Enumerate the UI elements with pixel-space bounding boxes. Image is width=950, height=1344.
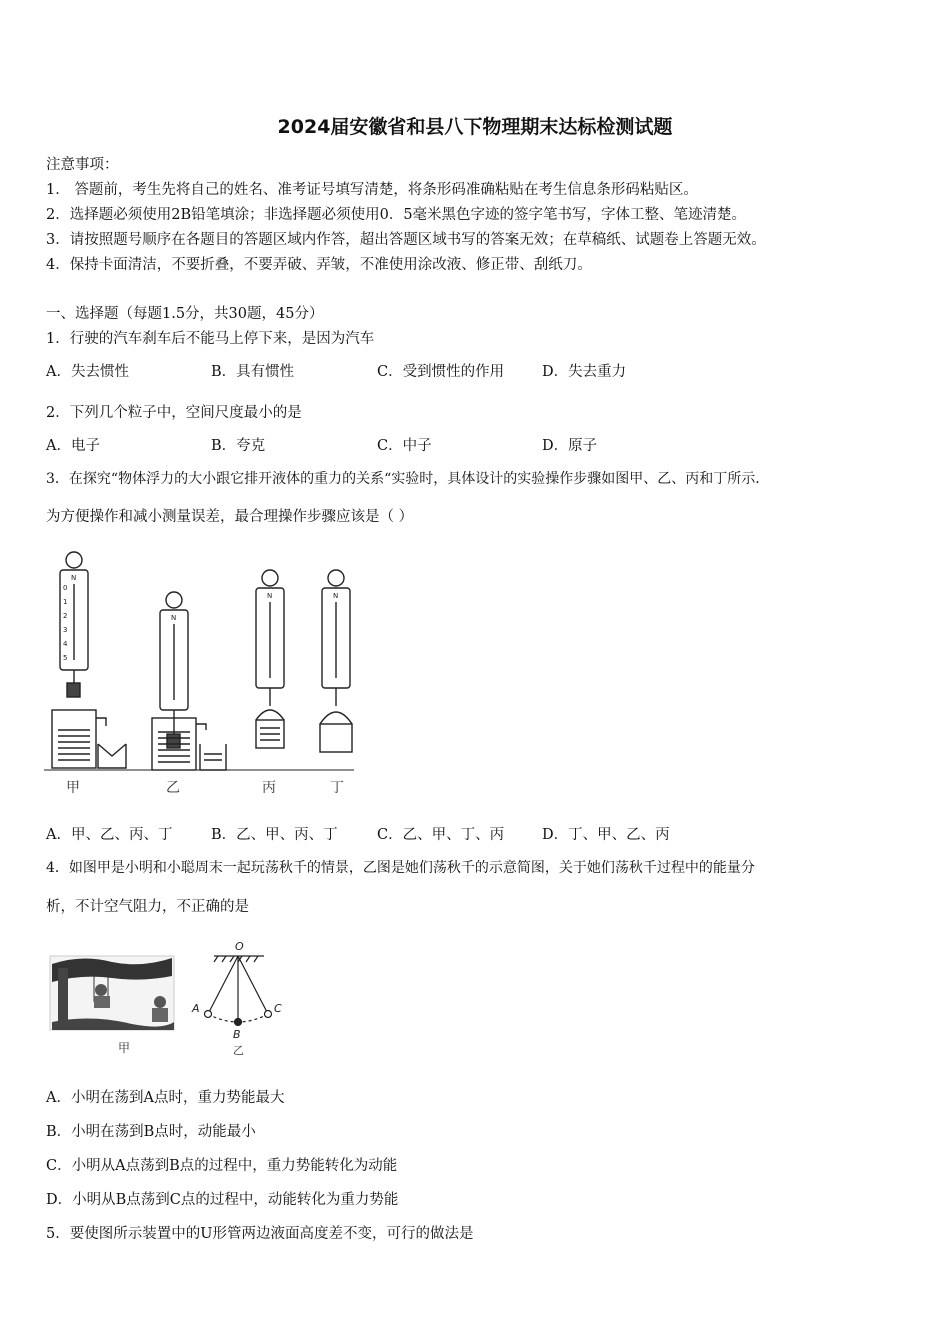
q3-stem-line1: 3．在探究“物体浮力的大小跟它排开液体的重力的关系“实验时，具体设计的实验操作步骤如图甲、乙、丙和丁所示．: [46, 471, 770, 487]
section-heading: 一、选择题（每题1.5分，共30题，45分）: [46, 306, 324, 322]
q5-stem: 5．要使图所示装置中的U形管两边液面高度差不变，可行的做法是: [46, 1226, 474, 1242]
scale-unit-yi: N: [171, 614, 177, 622]
q3-option-c: C．乙、甲、丁、丙: [377, 827, 505, 843]
q1-option-c: C．受到惯性的作用: [377, 364, 505, 380]
fig-label-ding: 丁: [330, 780, 344, 796]
q2-option-d: D．原子: [542, 438, 598, 454]
scale-unit-bing: N: [267, 592, 273, 600]
q3-stem-line2: 为方便操作和减小测量误差，最合理操作步骤应该是（ ）: [46, 509, 414, 525]
tick-5: 5: [63, 654, 68, 662]
q2-options: [46, 434, 597, 455]
tick-0: 0: [63, 584, 68, 592]
q4-stem-line1: 4．如图甲是小明和小聪周末一起玩荡秋千的情景，乙图是她们荡秋千的示意简图，关于她们荡秋千过程中的能量分: [46, 860, 755, 876]
q4-figure: [46, 938, 296, 1062]
q1-options: [46, 360, 626, 381]
q3-figure: [44, 548, 364, 800]
scale-unit-ding: N: [333, 592, 339, 600]
tick-3: 3: [63, 626, 68, 634]
q4-option-d: D．小明从B点荡到C点的过程中，动能转化为重力势能: [46, 1192, 399, 1208]
tick-2: 2: [63, 612, 68, 620]
fig-label-bing: 丙: [262, 780, 276, 796]
notice-item-3: 3．请按照题号顺序在各题目的答题区域内作答，超出答题区域书写的答案无效；在草稿纸、试题卷上答题无效。: [46, 232, 766, 248]
q4-option-a: A．小明在荡到A点时，重力势能最大: [46, 1090, 285, 1106]
tick-4: 4: [63, 640, 68, 648]
q2-option-c: C．中子: [377, 438, 432, 454]
q3-option-d: D．丁、甲、乙、丙: [542, 827, 670, 843]
notice-item-2: 2．选择题必须使用2B铅笔填涂；非选择题必须使用0．5毫米黑色字迹的签字笔书写，字体工整、笔迹清楚。: [46, 207, 747, 223]
point-c: C: [274, 1002, 282, 1015]
q2-option-b: B．夸克: [211, 438, 266, 454]
q1-option-d: D．失去重力: [542, 364, 627, 380]
q4-option-b: B．小明在荡到B点时，动能最小: [46, 1124, 256, 1140]
q4-fig-label-yi: 乙: [233, 1044, 244, 1057]
q3-option-b: B．乙、甲、丙、丁: [211, 827, 338, 843]
scale-unit-jia: N: [71, 574, 77, 582]
point-o: O: [235, 940, 244, 953]
q3-options: [46, 823, 670, 844]
q4-fig-label-jia: 甲: [118, 1041, 131, 1055]
swing-photo: [50, 956, 174, 1030]
point-a: A: [192, 1002, 200, 1015]
notice-item-4: 4．保持卡面清洁，不要折叠，不要弄破、弄皱，不准使用涂改液、修正带、刮纸刀。: [46, 257, 592, 273]
q3-option-a: A．甲、乙、丙、丁: [46, 827, 173, 843]
fig-label-jia: 甲: [66, 780, 80, 796]
q4-stem-line2: 析，不计空气阻力，不正确的是: [46, 899, 249, 915]
q1-option-b: B．具有惯性: [211, 364, 295, 380]
tick-1: 1: [63, 598, 68, 606]
fig-label-yi: 乙: [166, 780, 180, 796]
q4-option-c: C．小明从A点荡到B点的过程中，重力势能转化为动能: [46, 1158, 398, 1174]
notice-item-1: 1． 答题前，考生先将自己的姓名、准考证号填写清楚，将条形码准确粘贴在考生信息条形码粘贴区。: [46, 182, 698, 198]
q1-stem: 1．行驶的汽车刹车后不能马上停下来，是因为汽车: [46, 331, 375, 347]
q1-option-a: A．失去惯性: [46, 364, 129, 380]
q2-option-a: A．电子: [46, 438, 100, 454]
page-title: 2024届安徽省和县八下物理期末达标检测试题: [277, 116, 673, 138]
spring-scale-yi: [152, 592, 226, 770]
notice-heading: 注意事项：: [46, 157, 119, 173]
q2-stem: 2．下列几个粒子中，空间尺度最小的是: [46, 405, 302, 421]
pendulum-diagram: [205, 956, 272, 1026]
point-b: B: [233, 1028, 241, 1041]
